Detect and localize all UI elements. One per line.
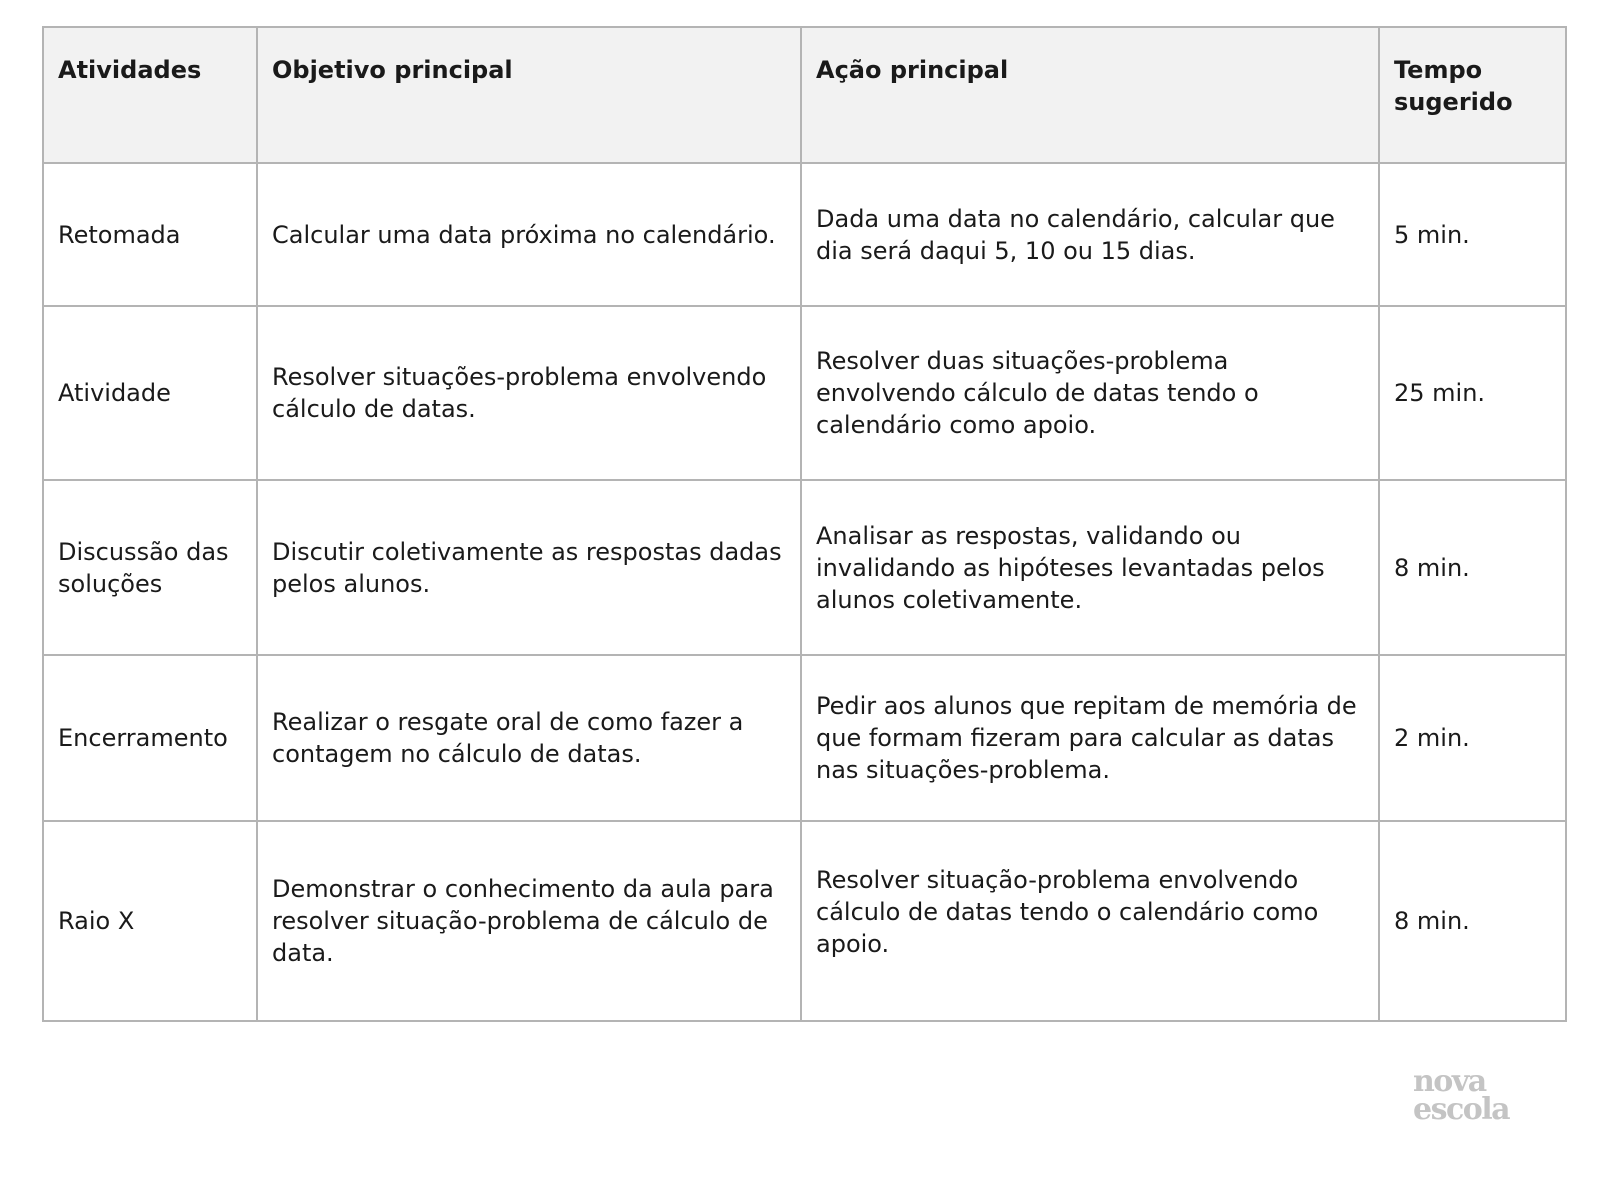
table-row — [43, 306, 1566, 480]
cell-tempo: 2 min. — [1379, 655, 1566, 821]
table-row — [43, 821, 1566, 1021]
cell-atividade: Retomada — [43, 163, 257, 306]
logo-line-nova: nova — [1413, 1064, 1486, 1099]
logo-line-escola: escola — [1413, 1092, 1510, 1127]
cell-tempo: 8 min. — [1379, 821, 1566, 1021]
table-header-row — [43, 27, 1566, 163]
cell-acao: Pedir aos alunos que repitam de memória de que formam fizeram para calcular as datas nas situações-problema. — [801, 655, 1379, 821]
cell-acao: Resolver duas situações-problema envolvendo cálculo de datas tendo o calendário como apoio. — [801, 306, 1379, 480]
cell-acao: Dada uma data no calendário, calcular que dia será daqui 5, 10 ou 15 dias. — [801, 163, 1379, 306]
cell-tempo: 8 min. — [1379, 480, 1566, 655]
cell-objetivo: Resolver situações-problema envolvendo cálculo de datas. — [257, 306, 801, 480]
header-acao-principal: Ação principal — [801, 27, 1379, 163]
cell-objetivo: Realizar o resgate oral de como fazer a contagem no cálculo de datas. — [257, 655, 801, 821]
cell-tempo: 5 min. — [1379, 163, 1566, 306]
nova-escola-logo — [1413, 1064, 1510, 1127]
cell-objetivo: Discutir coletivamente as respostas dadas pelos alunos. — [257, 480, 801, 655]
table-row — [43, 655, 1566, 821]
lesson-plan-table — [42, 26, 1567, 1022]
cell-atividade: Atividade — [43, 306, 257, 480]
header-objetivo-principal: Objetivo principal — [257, 27, 801, 163]
cell-tempo: 25 min. — [1379, 306, 1566, 480]
header-tempo-sugerido: Tempo sugerido — [1379, 27, 1566, 163]
table-row — [43, 163, 1566, 306]
cell-atividade: Encerramento — [43, 655, 257, 821]
cell-acao: Analisar as respostas, validando ou invalidando as hipóteses levantadas pelos alunos coletivamente. — [801, 480, 1379, 655]
cell-objetivo: Calcular uma data próxima no calendário. — [257, 163, 801, 306]
cell-acao: Resolver situação-problema envolvendo cálculo de datas tendo o calendário como apoio. — [801, 821, 1379, 1021]
cell-objetivo: Demonstrar o conhecimento da aula para resolver situação-problema de cálculo de data. — [257, 821, 801, 1021]
cell-atividade: Discussão das soluções — [43, 480, 257, 655]
cell-atividade: Raio X — [43, 821, 257, 1021]
table-row — [43, 480, 1566, 655]
header-atividades: Atividades — [43, 27, 257, 163]
